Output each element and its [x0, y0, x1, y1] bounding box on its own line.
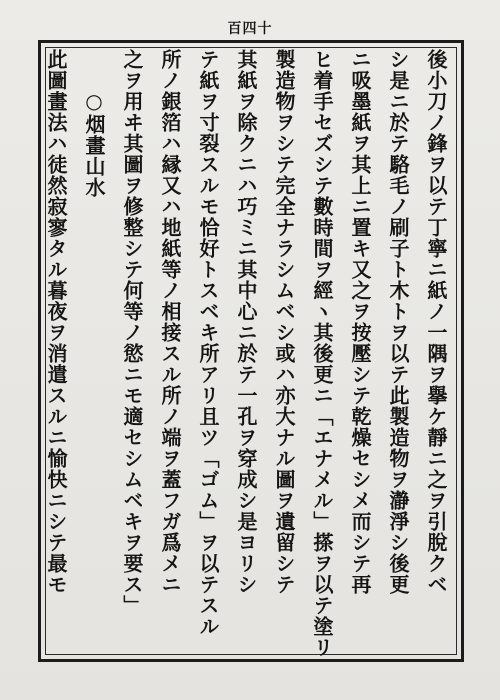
- vertical-text-block: [37, 49, 455, 658]
- text-column: 此圖畫法ハ徒然寂寥タル暮夜ヲ消遣スルニ愉快ニシテ最モ: [44, 49, 68, 595]
- text-column: 之ヲ用ヰ其圖ヲ修整シテ何等ノ慾ニモ適セシムベキヲ要ス」: [120, 49, 144, 616]
- text-column: 後小刀ノ鋒ヲ以テ丁寧ニ紙ノ一隅ヲ擧ケ靜ニ之ヲ引脫クベ: [424, 49, 448, 595]
- text-column: 其紙ヲ除クニハ巧ミニ其中心ニ於テ一孔ヲ穿成シ是ヨリシ: [234, 49, 258, 595]
- text-column: ニ吸墨紙ヲ其上ニ置キ又之ヲ按壓シテ乾燥セシメ而シテ再: [348, 49, 372, 595]
- text-column: ヒ着手セズシテ數時間ヲ經ヽ其後更ニ「エナメル」搽ヲ以テ塗リ: [310, 49, 334, 658]
- text-column: テ紙ヲ寸裂スルモ恰好トスベキ所アリ且ツ「ゴム」ヲ以テスル: [196, 49, 220, 637]
- text-column: シ是ニ於テ駱毛ノ刷子ト木トヲ以テ此製造物ヲ瀞淨シ後更: [386, 49, 410, 595]
- section-heading: ○烟畫山水: [82, 89, 106, 198]
- text-column: 所ノ銀箔ハ縁又ハ地紙等ノ相接スル所ノ端ヲ蓋フガ爲メニ: [158, 49, 182, 595]
- page-number: 百四十: [227, 21, 273, 37]
- text-frame: [38, 40, 464, 662]
- text-column: 製造物ヲシテ完全ナラシムベシ或ハ亦大ナル圖ヲ遺留シテ: [272, 49, 296, 595]
